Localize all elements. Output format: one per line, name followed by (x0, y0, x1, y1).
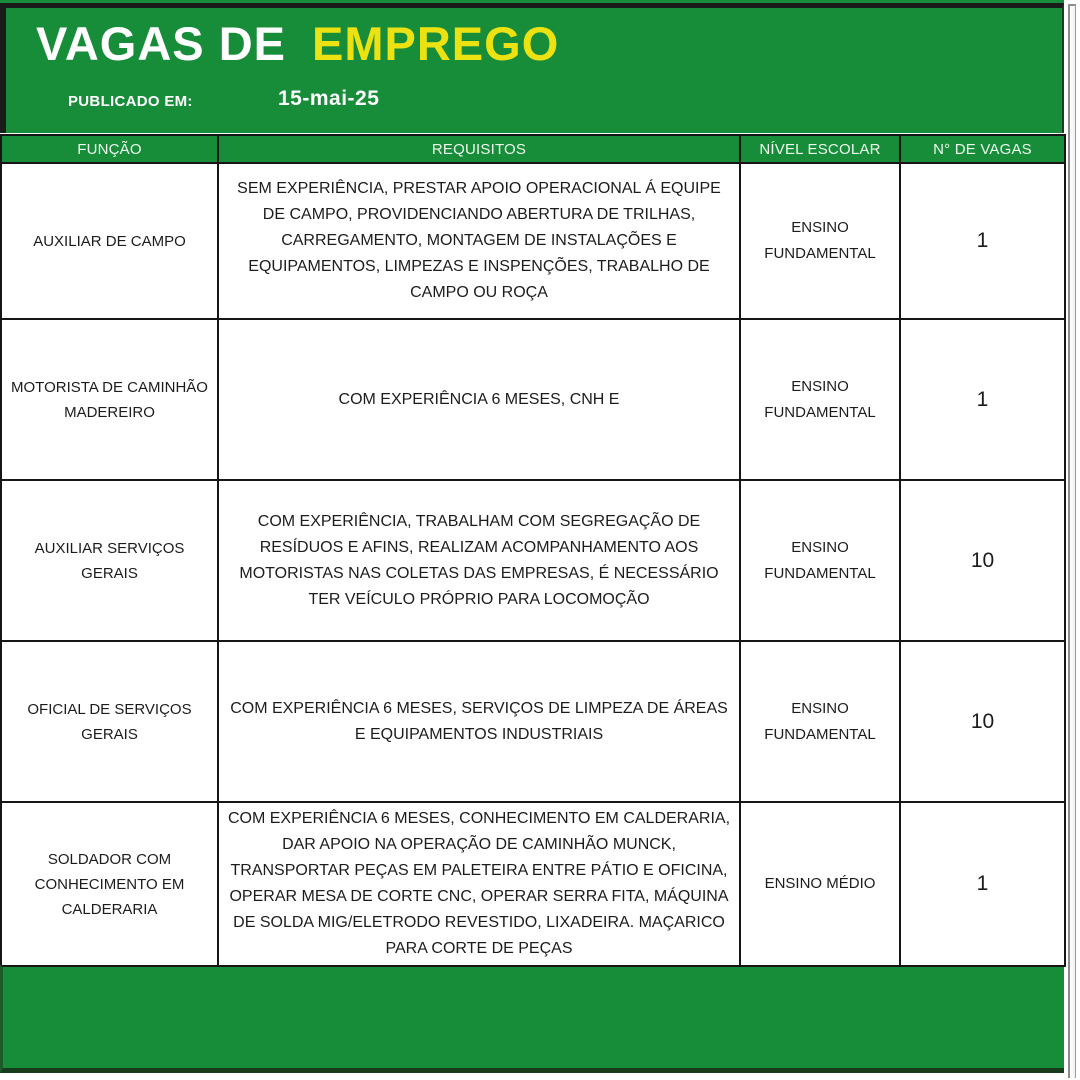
cell-requisitos: SEM EXPERIÊNCIA, PRESTAR APOIO OPERACIONAL Á EQUIPE DE CAMPO, PROVIDENCIANDO ABERTURA DE TRILHAS, CARREGAMENTO, MONTAGEM DE INSTALAÇÕES E EQUIPAMENTOS, LIMPEZAS E INSPENÇÕES, TRABALHO DE CAMPO OU ROÇA (218, 163, 740, 319)
published-date: 15-mai-25 (278, 87, 380, 110)
footer-green-bar (0, 965, 1064, 1073)
cell-nivel: ENSINO FUNDAMENTAL (740, 163, 900, 319)
cell-requisitos: COM EXPERIÊNCIA 6 MESES, CONHECIMENTO EM CALDERARIA, DAR APOIO NA OPERAÇÃO DE CAMINHÃO MUNCK, TRANSPORTAR PEÇAS EM PALETEIRA ENTRE PÁTIO E OFICINA, OPERAR MESA DE CORTE CNC, OPERAR SERRA FITA, MÁQUINA DE SOLDA MIG/ELETRODO REVESTIDO, LIXADEIRA. MAÇARICO PARA CORTE DE PEÇAS (218, 802, 740, 966)
cell-nivel: ENSINO FUNDAMENTAL (740, 641, 900, 802)
cell-vagas: 10 (900, 480, 1065, 641)
scrollbar-track[interactable] (1068, 4, 1076, 1078)
column-header-n-de-vagas: N° DE VAGAS (900, 135, 1065, 163)
table-row (1, 319, 1065, 480)
table-row (1, 480, 1065, 641)
cell-vagas: 1 (900, 802, 1065, 966)
cell-funcao: SOLDADOR COM CONHECIMENTO EM CALDERARIA (1, 802, 218, 966)
vertical-scrollbar[interactable] (1066, 0, 1080, 1080)
jobs-table (0, 134, 1066, 967)
cell-nivel: ENSINO FUNDAMENTAL (740, 319, 900, 480)
page-title-word-white: VAGAS DE (36, 17, 286, 70)
table-body (1, 163, 1065, 966)
page-title-word-yellow: EMPREGO (312, 17, 560, 70)
cell-vagas: 1 (900, 319, 1065, 480)
cell-funcao: MOTORISTA DE CAMINHÃO MADEREIRO (1, 319, 218, 480)
cell-requisitos: COM EXPERIÊNCIA, TRABALHAM COM SEGREGAÇÃO DE RESÍDUOS E AFINS, REALIZAM ACOMPANHAMENTO AOS MOTORISTAS NAS COLETAS DAS EMPRESAS, É NECESSÁRIO TER VEÍCULO PRÓPRIO PARA LOCOMOÇÃO (218, 480, 740, 641)
jobs-table-header (1, 135, 1065, 163)
header-row (1, 135, 1065, 163)
table-row (1, 163, 1065, 319)
cell-vagas: 10 (900, 641, 1065, 802)
cell-vagas: 1 (900, 163, 1065, 319)
column-header-requisitos: REQUISITOS (218, 135, 740, 163)
cell-funcao: OFICIAL DE SERVIÇOS GERAIS (1, 641, 218, 802)
cell-nivel: ENSINO FUNDAMENTAL (740, 480, 900, 641)
cell-requisitos: COM EXPERIÊNCIA 6 MESES, CNH E (218, 319, 740, 480)
table-row (1, 802, 1065, 966)
cell-funcao: AUXILIAR SERVIÇOS GERAIS (1, 480, 218, 641)
cell-requisitos: COM EXPERIÊNCIA 6 MESES, SERVIÇOS DE LIMPEZA DE ÁREAS E EQUIPAMENTOS INDUSTRIAIS (218, 641, 740, 802)
column-header-nivel-escolar: NÍVEL ESCOLAR (740, 135, 900, 163)
table-row (1, 641, 1065, 802)
cell-nivel: ENSINO MÉDIO (740, 802, 900, 966)
title-banner (0, 3, 1064, 133)
cell-funcao: AUXILIAR DE CAMPO (1, 163, 218, 319)
page-title (36, 16, 559, 71)
column-header-funcao: FUNÇÃO (1, 135, 218, 163)
published-label: PUBLICADO EM: (68, 93, 193, 110)
